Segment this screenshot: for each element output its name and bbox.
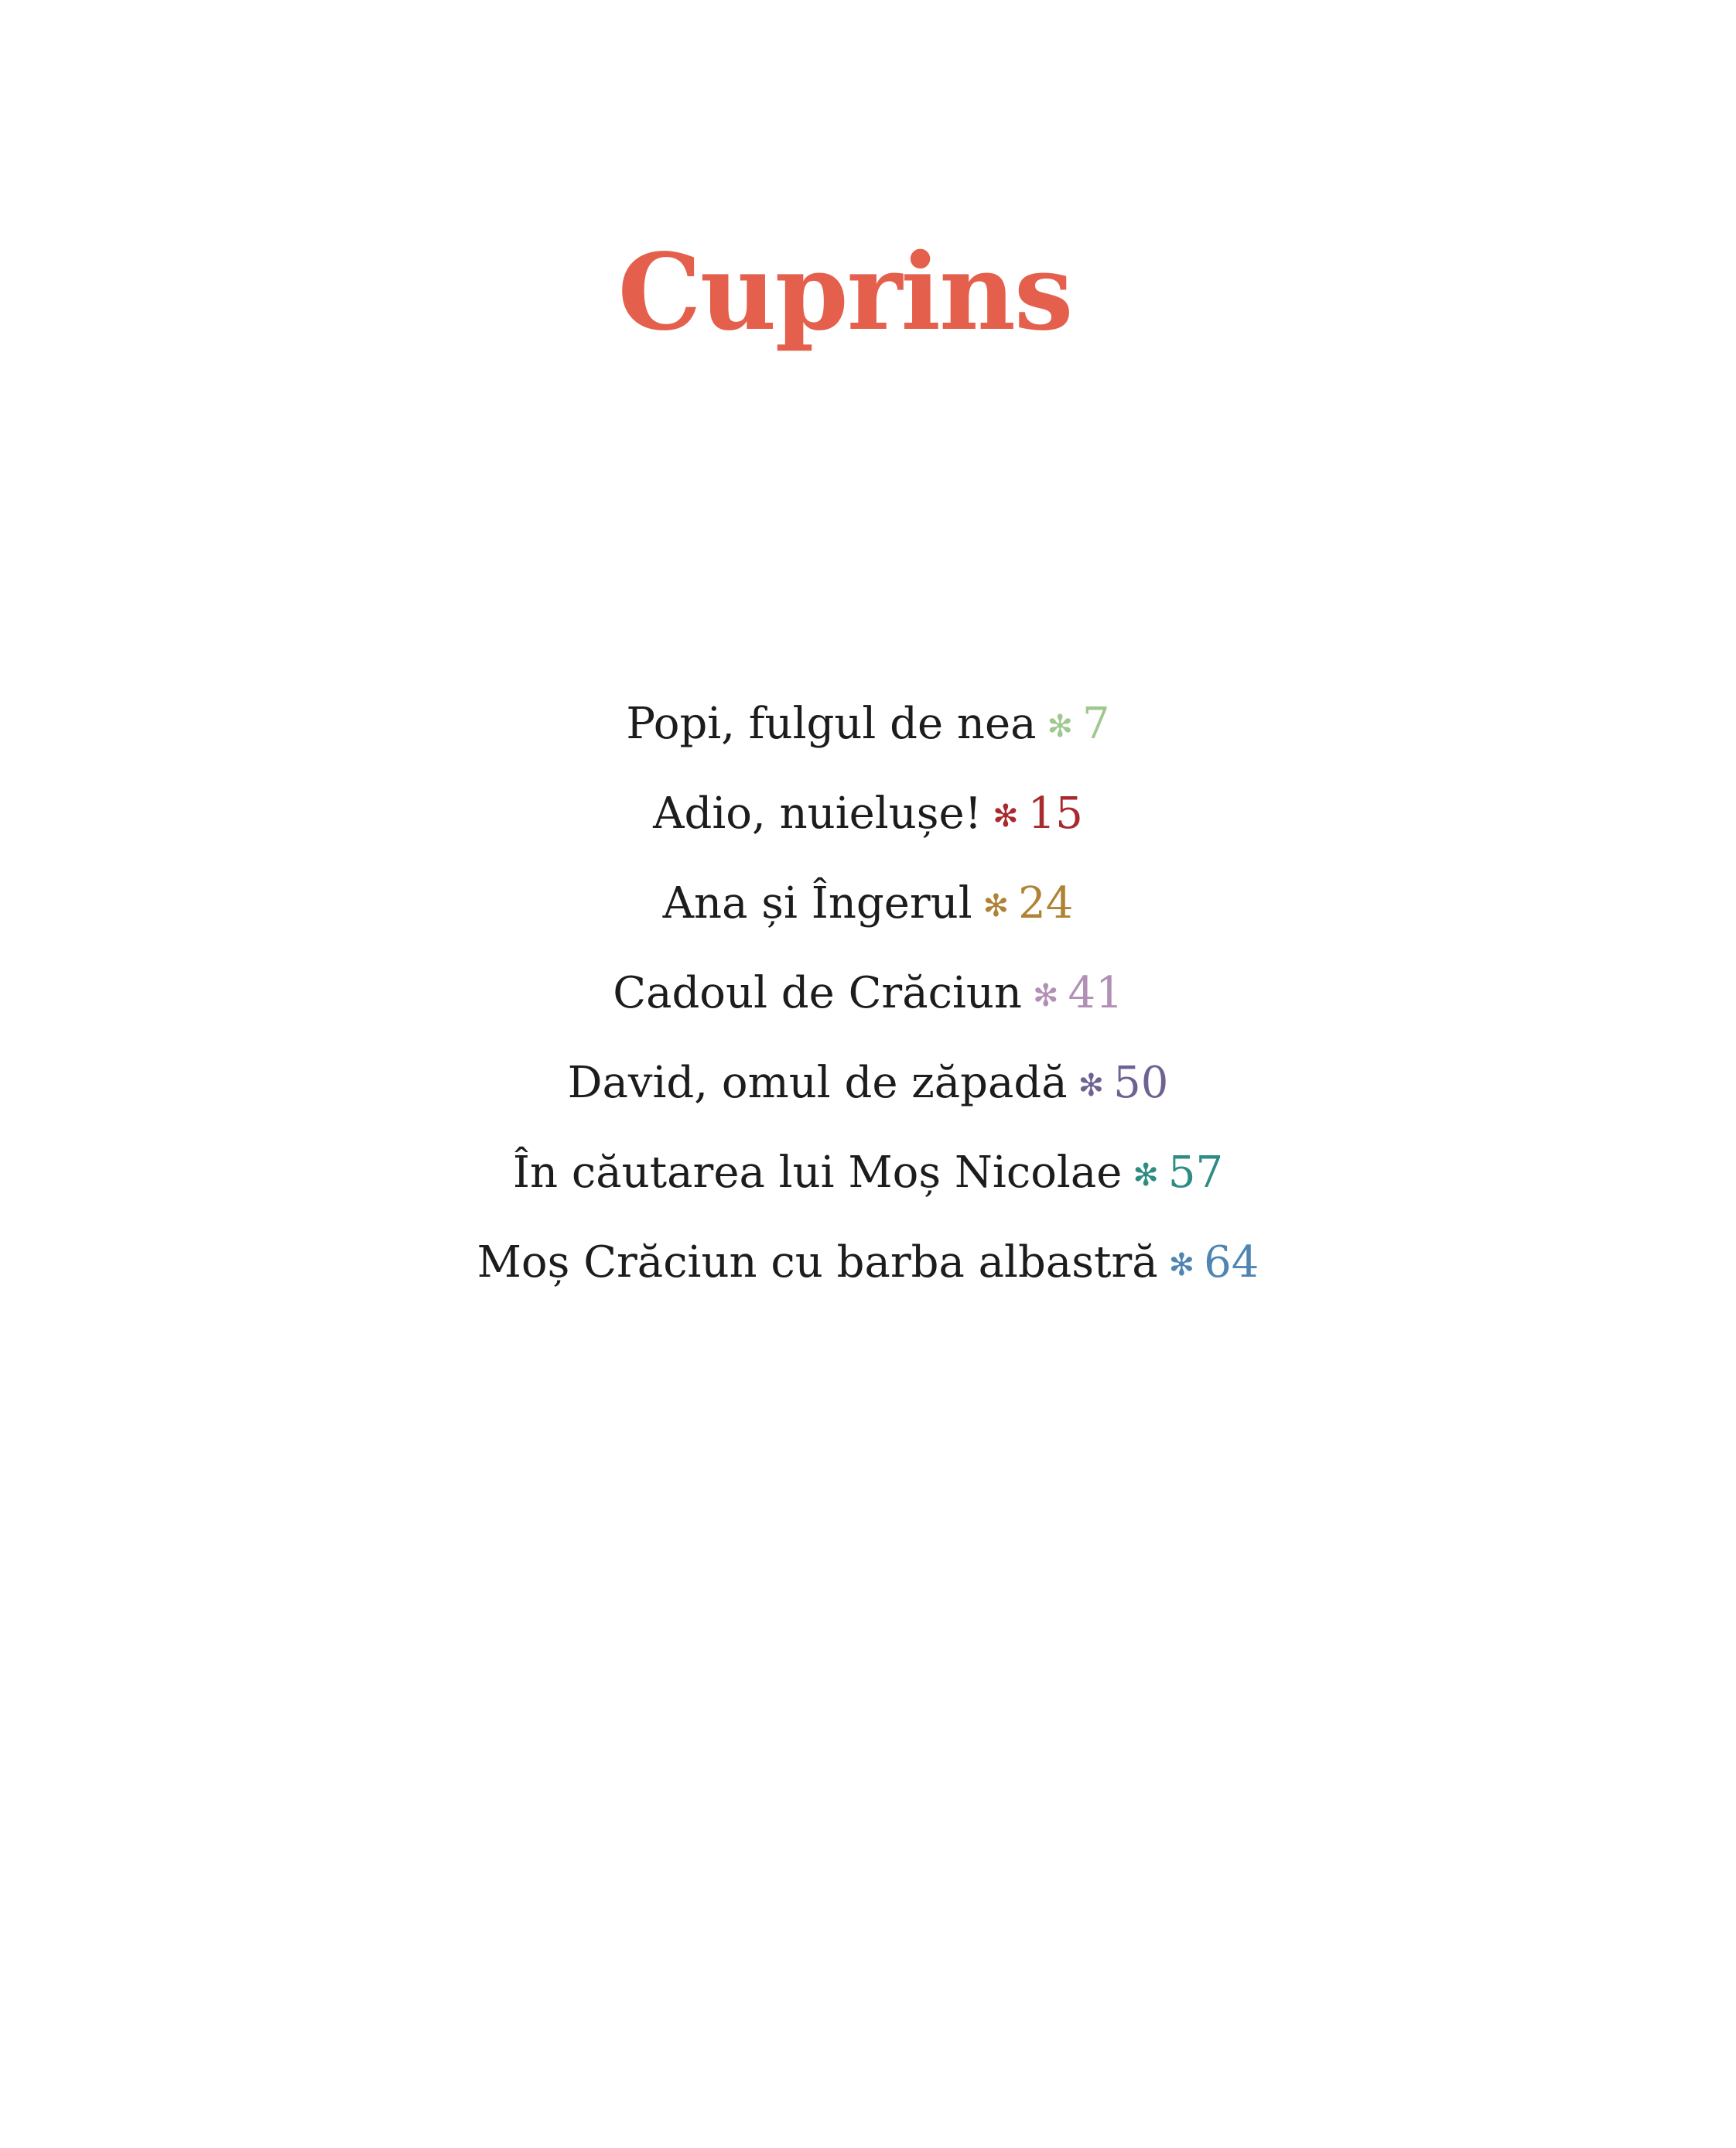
toc-entry-title: Adio, nuielușe! <box>653 788 982 839</box>
toc-entry[interactable] <box>0 1128 1736 1218</box>
toc-entry[interactable] <box>0 679 1736 769</box>
toc-entry[interactable] <box>0 859 1736 949</box>
toc-entry-title: Popi, fulgul de nea <box>626 699 1037 749</box>
snowflake-icon: ✻ <box>1033 978 1059 1014</box>
snowflake-icon: ✻ <box>993 799 1019 834</box>
snowflake-icon: ✻ <box>1047 709 1074 744</box>
toc-entry-page: 15 <box>1027 788 1083 839</box>
toc-entry-title: Ana și Îngerul <box>662 878 972 929</box>
snowflake-icon: ✻ <box>982 888 1010 924</box>
toc-entry-title: Cadoul de Crăciun <box>613 968 1022 1018</box>
toc-entry-page: 41 <box>1068 968 1123 1018</box>
toc-entry-page: 7 <box>1082 699 1110 749</box>
toc-entry-title: David, omul de zăpadă <box>567 1058 1068 1108</box>
toc-entry[interactable] <box>0 1218 1736 1308</box>
table-of-contents <box>0 679 1736 1308</box>
snowflake-icon: ✻ <box>1078 1068 1105 1103</box>
toc-entry-page: 24 <box>1018 878 1074 929</box>
page-title: Cuprins <box>617 231 1072 354</box>
toc-entry[interactable] <box>0 1038 1736 1128</box>
toc-entry[interactable] <box>0 949 1736 1038</box>
toc-entry-title: Moș Crăciun cu barba albastră <box>477 1237 1158 1288</box>
toc-entry-title: În căutarea lui Moș Nicolae <box>512 1148 1123 1198</box>
toc-entry-page: 64 <box>1204 1237 1259 1288</box>
toc-entry-page: 50 <box>1113 1058 1169 1108</box>
toc-entry-page: 57 <box>1167 1148 1224 1198</box>
toc-entry[interactable] <box>0 769 1736 859</box>
snowflake-icon: ✻ <box>1168 1247 1195 1283</box>
snowflake-icon: ✻ <box>1133 1158 1159 1193</box>
